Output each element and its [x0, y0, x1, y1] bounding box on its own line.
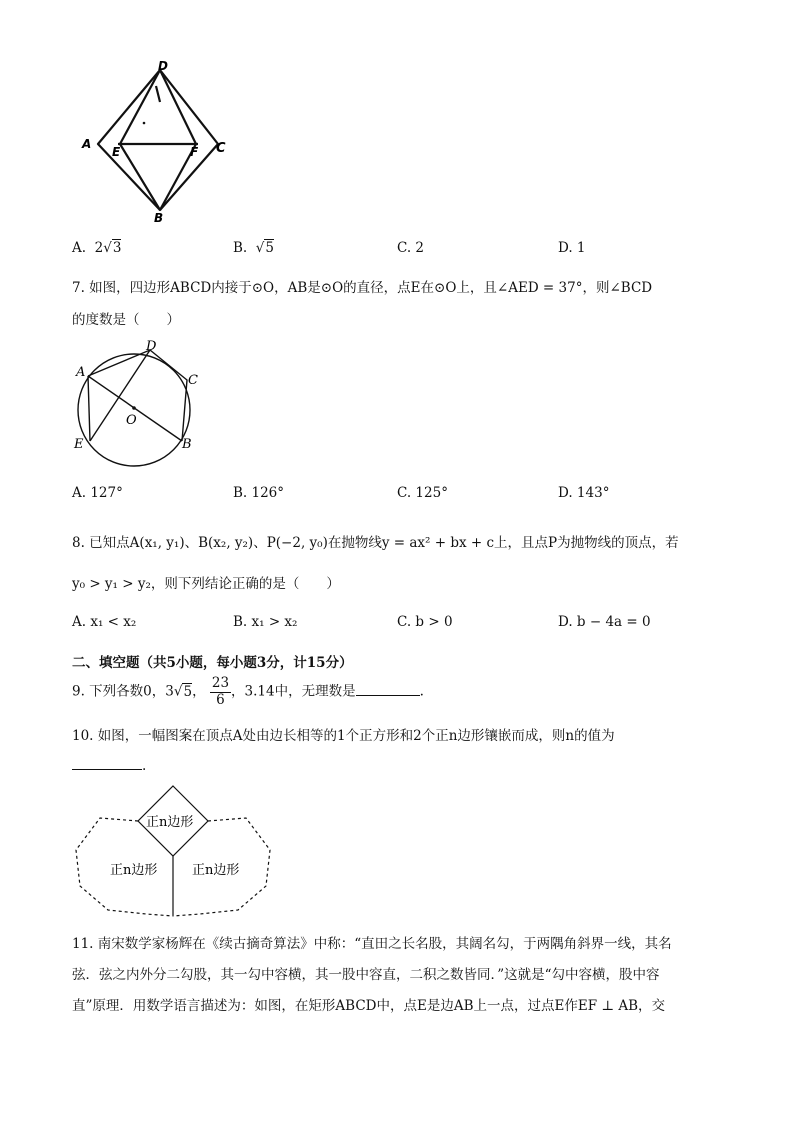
q10-answer-blank[interactable] [72, 757, 142, 770]
label-D: D [158, 60, 168, 73]
q8-option-a: A. x₁ < x₂ [72, 614, 137, 630]
q6-option-d: D. 1 [558, 240, 586, 256]
label-A7: A [76, 365, 86, 380]
q11-line3: 直”原理．用数学语言描述为：如图，在矩形ABCD中，点E是边AB上一点，过点E作EF ⊥ AB，交 [72, 998, 666, 1014]
figure-q10-tessellation [68, 782, 288, 922]
q9-fraction: $\frac{23}{6}$ [211, 675, 230, 708]
q7-option-c: C. 125° [397, 485, 448, 501]
q6-option-b: B. √5 [233, 240, 274, 256]
figure-q7-circle [70, 340, 210, 470]
q8-option-d: D. b − 4a = 0 [558, 614, 651, 630]
figure-q6-rhombus [78, 60, 248, 225]
label-O7: O [126, 413, 137, 428]
q10-label-top: 正n边形 [146, 815, 194, 830]
label-F: F [190, 145, 199, 159]
label-D7: D [146, 340, 157, 354]
q10-line1: 10. 如图，一幅图案在顶点A处由边长相等的1个正方形和2个正n边形镶嵌而成，则n的值为 [72, 728, 615, 744]
label-B: B [154, 211, 164, 225]
q8-option-b: B. x₁ > x₂ [233, 614, 298, 630]
label-C7: C [188, 373, 198, 388]
q7-line1: 7. 如图，四边形ABCD内接于⊙O，AB是⊙O的直径，点E在⊙O上，且∠AED = 37°，则∠BCD [72, 280, 653, 296]
label-C: C [216, 141, 226, 156]
q9-answer-blank[interactable] [356, 683, 420, 696]
label-E7: E [74, 437, 84, 452]
q11-line2: 弦．弦之内外分二勾股，其一勾中容横，其一股中容直，二积之数皆同．”这就是“勾中容横，股中容 [72, 967, 660, 983]
q8-line2: y₀ > y₁ > y₂，则下列结论正确的是（ ） [72, 576, 340, 592]
label-B7: B [182, 437, 192, 452]
section-heading: 二、填空题（共5小题，每小题3分，计15分） [72, 655, 353, 671]
q7-option-d: D. 143° [558, 485, 610, 501]
q9-line: 9. 下列各数0，3√5， $\frac{23}{6}$ ，3.14中，无理数是 . [72, 675, 424, 708]
label-A: A [82, 137, 92, 151]
q7-line2: 的度数是（ ） [72, 312, 180, 328]
q10-line2: . [72, 757, 146, 774]
q7-option-b: B. 126° [233, 485, 285, 501]
q10-label-left: 正n边形 [110, 863, 158, 878]
q6-option-c: C. 2 [397, 240, 425, 256]
q6-option-a: A. 2√3 [72, 240, 122, 256]
q8-line1: 8. 已知点A(x₁, y₁)、B(x₂, y₂)、P(−2, y₀)在抛物线y = ax² + bx + c上，且点P为抛物线的顶点，若 [72, 535, 679, 551]
label-E: E [112, 145, 121, 159]
q11-line1: 11. 南宋数学家杨辉在《续古摘奇算法》中称：“直田之长名股，其阔名勾，于两隅角斜界一线，其名 [72, 936, 672, 952]
q10-label-right: 正n边形 [192, 863, 240, 878]
q7-option-a: A. 127° [72, 485, 123, 501]
q8-option-c: C. b > 0 [397, 614, 453, 630]
